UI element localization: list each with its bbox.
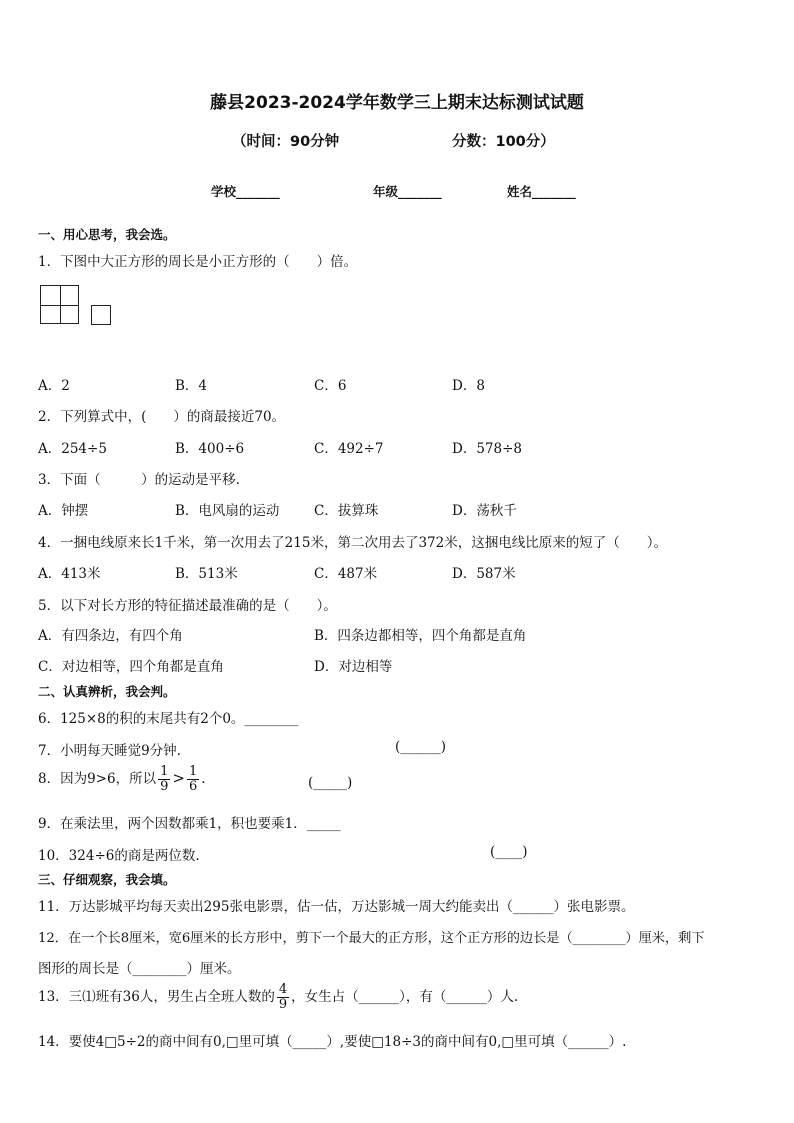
grade-field[interactable]: 年级_______: [373, 184, 442, 199]
question-1: 1．下图中大正方形的周长是小正方形的（ ）倍。: [38, 254, 358, 270]
q2-option-d[interactable]: D．578÷8: [452, 441, 522, 457]
q7-answer-blank[interactable]: (______): [395, 739, 447, 755]
q13-fraction-four-ninths: $\frac{4}{9}$: [278, 982, 288, 1012]
page-title: 藤县2023-2024学年数学三上期末达标测试试题: [210, 93, 584, 113]
question-5: 5．以下对长方形的特征描述最准确的是（ ）。: [38, 598, 337, 614]
q4-option-b[interactable]: B．513米: [175, 566, 238, 582]
q5-option-b[interactable]: B．四条边都相等，四个角都是直角: [314, 628, 527, 644]
q4-option-d[interactable]: D．587米: [452, 566, 516, 582]
section-1-title: 一、用心思考，我会选。: [38, 227, 176, 242]
q8-fraction-one-ninth: $\frac{1}{9}$: [160, 764, 169, 794]
big-square-figure: [40, 285, 79, 324]
q4-option-a[interactable]: A．413米: [38, 566, 101, 582]
exam-time: （时间：90分钟: [232, 134, 340, 150]
section-3-title: 三、仔细观察，我会填。: [38, 872, 176, 887]
q5-option-c[interactable]: C．对边相等，四个角都是直角: [38, 659, 224, 675]
small-square-figure: [91, 305, 111, 325]
question-6: 6．125×8的积的末尾共有2个0。________: [38, 711, 299, 727]
question-12-line-1: 12．在一个长8厘米，宽6厘米的长方形中，剪下一个最大的正方形，这个正方形的边长是（________）厘米，剩下: [38, 931, 705, 946]
q3-option-b[interactable]: B．电风扇的运动: [175, 503, 280, 519]
q3-option-a[interactable]: A．钟摆: [38, 503, 89, 519]
q2-option-b[interactable]: B．400÷6: [175, 441, 245, 457]
section-2-title: 二、认真辨析，我会判。: [38, 684, 176, 699]
question-9: 9．在乘法里，两个因数都乘1，积也要乘1．_____: [38, 816, 341, 832]
exam-score: 分数：100分）: [452, 134, 555, 150]
name-field[interactable]: 姓名_______: [507, 184, 576, 199]
q8-fraction-one-sixth: $\frac{1}{6}$: [188, 764, 198, 794]
q8-greater-sign: >: [172, 769, 185, 787]
school-field[interactable]: 学校_______: [211, 184, 280, 199]
q8-answer-blank[interactable]: (_____): [308, 775, 353, 791]
q2-option-a[interactable]: A．254÷5: [38, 441, 107, 457]
q8-text: 8．因为9>6，所以: [38, 771, 157, 787]
q1-option-b[interactable]: B．4: [175, 378, 208, 394]
question-2: 2．下列算式中，( ）的商最接近70。: [38, 409, 286, 425]
question-8: 8．因为9>6，所以 $\frac{1}{9}$ > $\frac{1}{6}$ .: [38, 764, 206, 794]
question-12-line-2: 图形的周长是（________）厘米。: [38, 961, 241, 977]
q4-option-c[interactable]: C．487米: [314, 566, 378, 582]
question-4: 4．一捆电线原来长1千米，第一次用去了215米，第二次用去了372米，这捆电线比原来的短了（ ）。: [38, 535, 667, 551]
q1-option-c[interactable]: C．6: [314, 378, 347, 394]
question-14: 14．要使4□5÷2的商中间有0,□里可填（_____）,要使□18÷3的商中间有0,□里可填（______）.: [38, 1034, 627, 1050]
q2-option-c[interactable]: C．492÷7: [314, 441, 384, 457]
q5-option-a[interactable]: A．有四条边，有四个角: [38, 628, 183, 644]
q1-option-d[interactable]: D．8: [452, 378, 485, 394]
q3-option-c[interactable]: C．拔算珠: [314, 503, 379, 519]
question-3: 3．下面（ ）的运动是平移.: [38, 472, 240, 488]
question-11: 11．万达影城平均每天卖出295张电影票，估一估，万达影城一周大约能卖出（______）张电影票。: [38, 899, 635, 915]
question-13: 13．三⑴班有36人，男生占全班人数的 $\frac{4}{9}$ ，女生占（______），有（______）人.: [38, 982, 519, 1012]
q5-option-d[interactable]: D．对边相等: [314, 659, 393, 675]
question-7: 7．小明每天睡觉9分钟.: [38, 743, 181, 759]
question-10: 10．324÷6的商是两位数.: [38, 848, 200, 864]
q1-option-a[interactable]: A．2: [38, 378, 70, 394]
q10-answer-blank[interactable]: (____): [490, 844, 528, 860]
q3-option-d[interactable]: D．荡秋千: [452, 503, 517, 519]
